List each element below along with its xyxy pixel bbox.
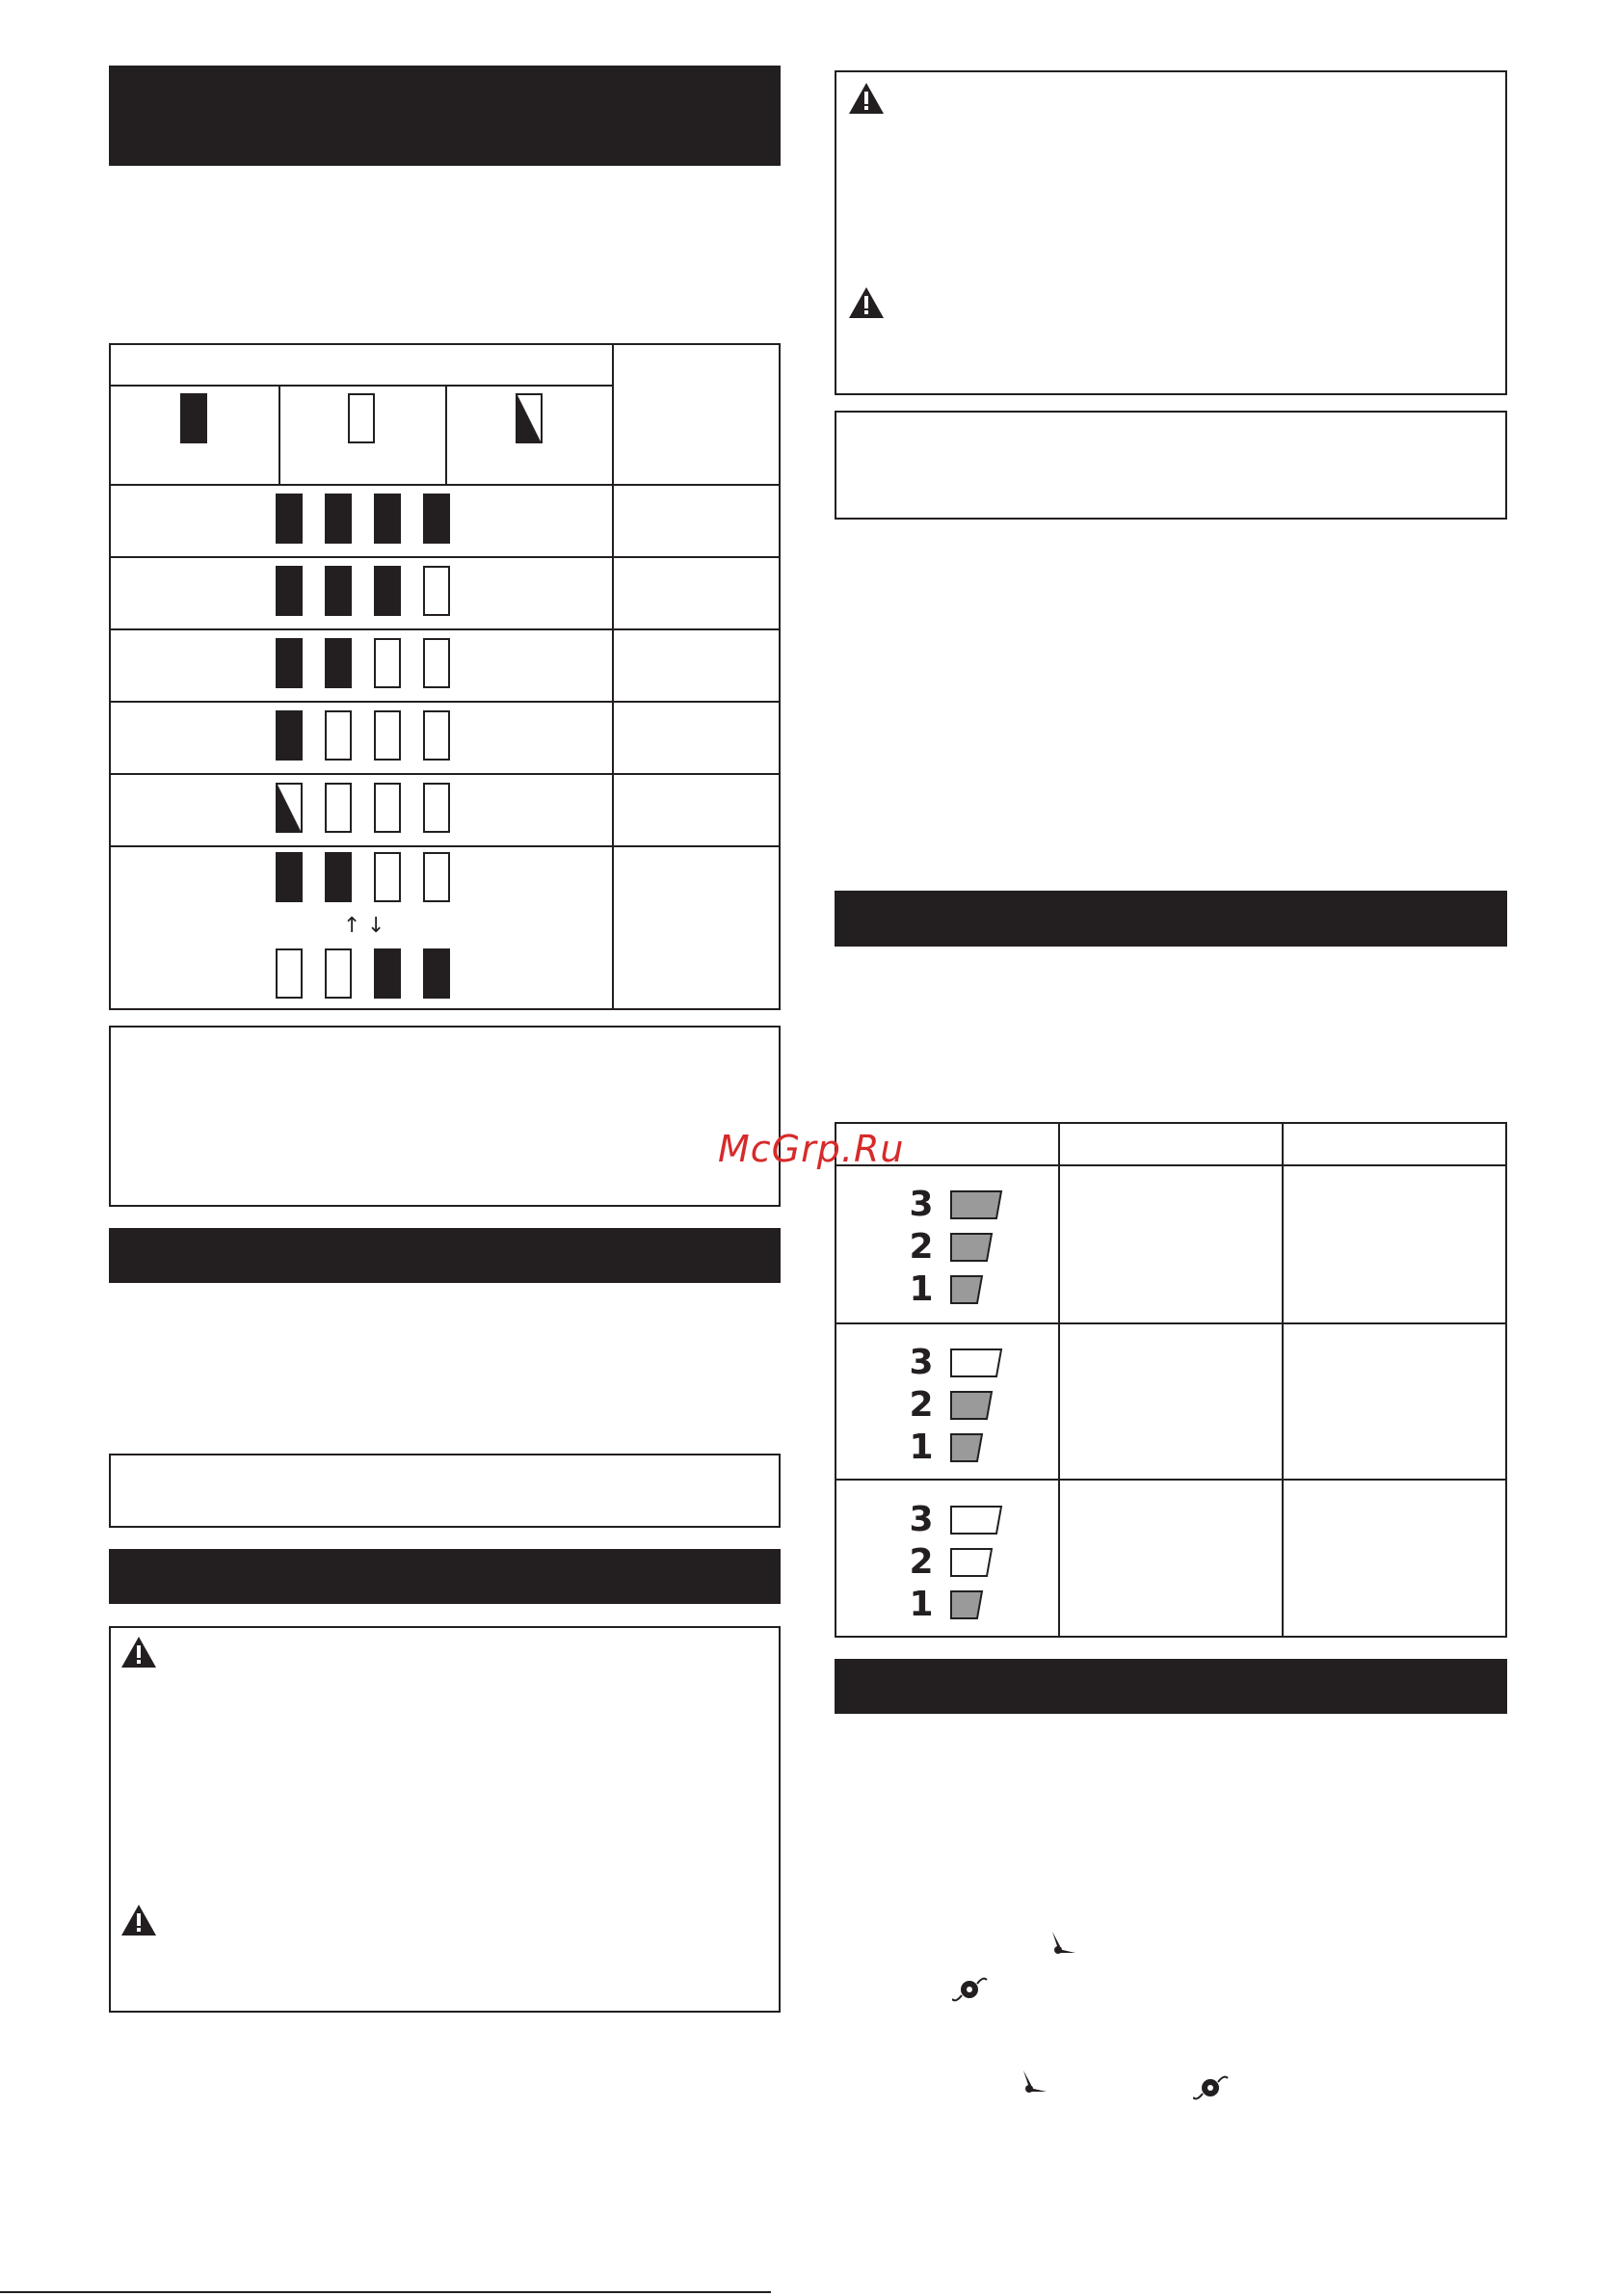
battery-lamp-off bbox=[423, 783, 450, 833]
battery-lamp-on bbox=[325, 638, 352, 688]
battery-lamp-on bbox=[325, 494, 352, 544]
speed-level-number: 1 bbox=[909, 1585, 934, 1624]
battery-lamp-off bbox=[374, 710, 401, 761]
battery-lamp-off bbox=[374, 638, 401, 688]
speed-lamp-white bbox=[949, 1547, 994, 1580]
section-header-bar-5 bbox=[835, 1659, 1507, 1714]
speed-level-number: 1 bbox=[909, 1269, 934, 1309]
warning-icon bbox=[848, 286, 885, 319]
speed-level-number: 3 bbox=[909, 1343, 934, 1382]
note-box-3 bbox=[835, 411, 1507, 520]
battery-lamp-off bbox=[325, 948, 352, 999]
speed-level-number: 3 bbox=[909, 1185, 934, 1224]
battery-lamp-on bbox=[276, 852, 303, 902]
arrow-down-icon: ↓ bbox=[367, 914, 385, 938]
battery-lamp-on bbox=[276, 494, 303, 544]
battery-lamp-on bbox=[423, 948, 450, 999]
speed-level-number: 2 bbox=[909, 1542, 934, 1582]
battery-lamp-on bbox=[325, 566, 352, 616]
note-box-2 bbox=[109, 1454, 781, 1528]
warning-icon bbox=[848, 82, 885, 115]
watermark-text: McGrp.Ru bbox=[718, 1128, 905, 1170]
arrow-up-icon: ↑ bbox=[343, 914, 361, 938]
section-header-bar-2 bbox=[109, 1228, 781, 1283]
battery-lamp-off bbox=[325, 783, 352, 833]
caution-box-1 bbox=[109, 1626, 781, 2013]
speed-level-number: 2 bbox=[909, 1227, 934, 1267]
speed-lamp-white bbox=[949, 1505, 1003, 1537]
footer-rule bbox=[0, 2291, 771, 2293]
battery-lamp-on bbox=[423, 494, 450, 544]
section-header-bar-1 bbox=[109, 66, 781, 166]
speed-lamp-gray bbox=[949, 1432, 984, 1465]
blade-icon bbox=[1010, 2069, 1048, 2107]
speed-level-number: 2 bbox=[909, 1385, 934, 1425]
battery-lamp-on bbox=[374, 494, 401, 544]
battery-lamp-half bbox=[276, 783, 303, 833]
battery-lamp-on bbox=[276, 566, 303, 616]
nylon-cutting-head-icon bbox=[952, 1970, 991, 2009]
note-box-1 bbox=[109, 1026, 781, 1207]
warning-icon bbox=[120, 1636, 157, 1669]
speed-level-number: 3 bbox=[909, 1500, 934, 1539]
battery-lamp-on bbox=[276, 710, 303, 761]
speed-lamp-gray bbox=[949, 1274, 984, 1307]
caution-box-2 bbox=[835, 70, 1507, 395]
legend-lamp-blinking bbox=[516, 393, 543, 443]
battery-lamp-off bbox=[325, 710, 352, 761]
nylon-cutting-head-icon bbox=[1193, 2069, 1232, 2107]
battery-lamp-off bbox=[374, 783, 401, 833]
battery-lamp-off bbox=[423, 852, 450, 902]
legend-lamp-off bbox=[348, 393, 375, 443]
battery-lamp-off bbox=[374, 852, 401, 902]
battery-lamp-off bbox=[423, 638, 450, 688]
battery-lamp-off bbox=[423, 566, 450, 616]
battery-lamp-on bbox=[374, 566, 401, 616]
speed-lamp-gray bbox=[949, 1232, 994, 1265]
battery-lamp-on bbox=[374, 948, 401, 999]
legend-lamp-lighted bbox=[180, 393, 207, 443]
section-header-bar-3 bbox=[109, 1549, 781, 1604]
speed-level-number: 1 bbox=[909, 1428, 934, 1467]
battery-lamp-off bbox=[423, 710, 450, 761]
section-header-bar-4 bbox=[835, 891, 1507, 947]
speed-lamp-white bbox=[949, 1348, 1003, 1380]
battery-lamp-off bbox=[276, 948, 303, 999]
speed-lamp-gray bbox=[949, 1189, 1003, 1222]
speed-lamp-gray bbox=[949, 1589, 984, 1622]
speed-lamp-gray bbox=[949, 1390, 994, 1423]
warning-icon bbox=[120, 1904, 157, 1936]
blade-icon bbox=[1039, 1930, 1077, 1968]
battery-lamp-on bbox=[325, 852, 352, 902]
battery-lamp-on bbox=[276, 638, 303, 688]
